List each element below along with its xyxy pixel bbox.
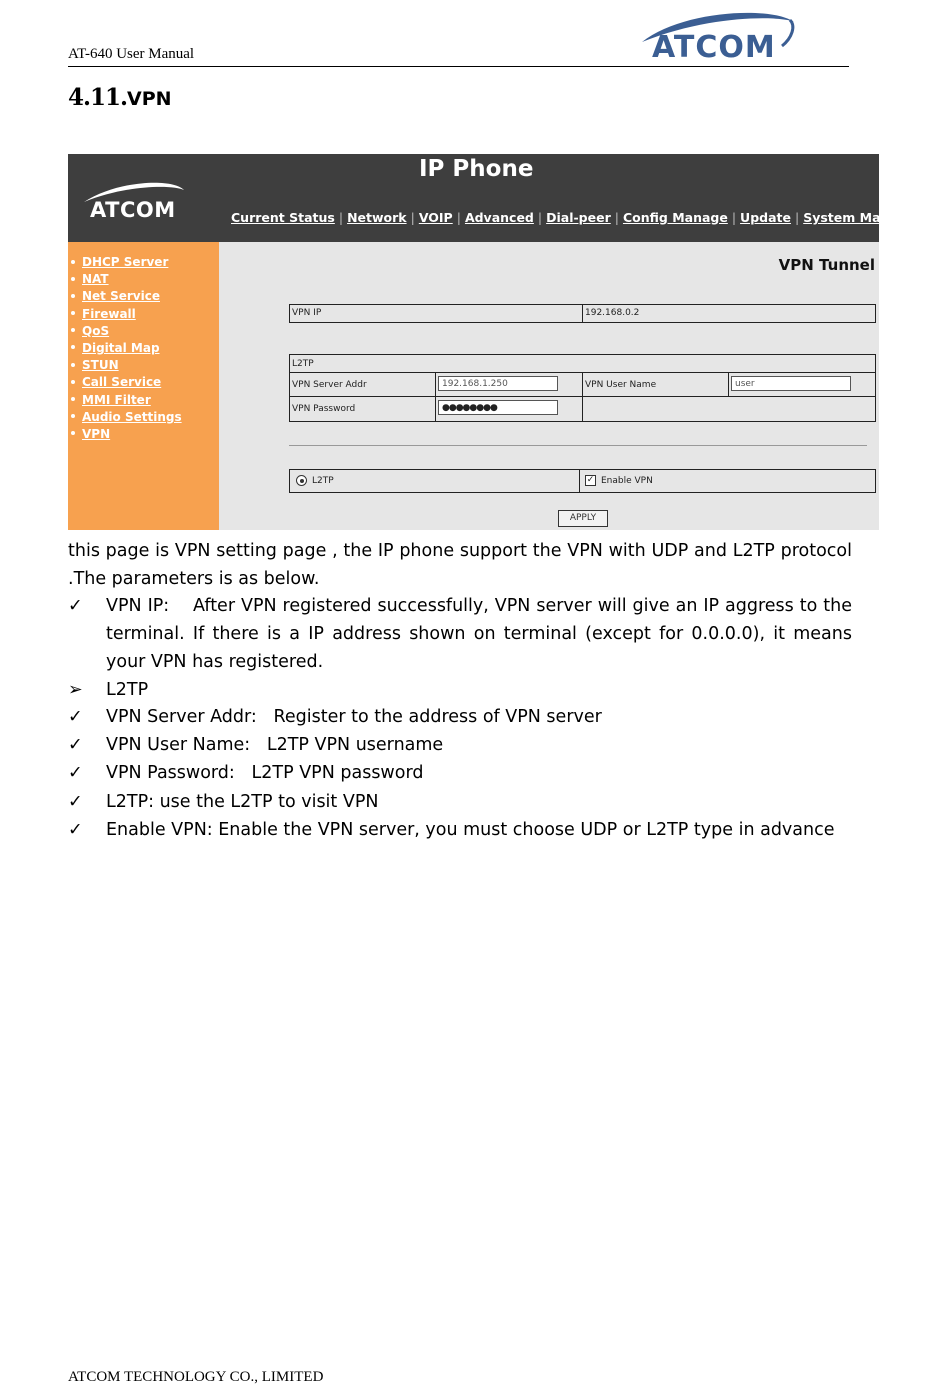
- check-icon: ✓: [68, 596, 83, 616]
- enable-vpn-checkbox[interactable]: ✓: [586, 475, 595, 485]
- sidebar-item-call-service[interactable]: Call Service: [71, 375, 182, 392]
- sidebar-list: [71, 255, 182, 444]
- bullet-icon: [71, 328, 75, 332]
- divider: [582, 372, 583, 421]
- check-icon: ✓: [68, 792, 83, 812]
- bullet-icon: [71, 380, 75, 384]
- server-addr-label: VPN Server Addr: [292, 380, 367, 390]
- sidebar-item-digital-map[interactable]: Digital Map: [71, 341, 182, 358]
- vpn-ip-value: 192.168.0.2: [585, 308, 640, 318]
- nav-current-status[interactable]: Current Status: [231, 210, 335, 225]
- bullet-text: Enable VPN: Enable the VPN server, you must choose UDP or L2TP type in advance: [106, 820, 835, 840]
- l2tp-section-label: L2TP: [292, 359, 314, 369]
- bullet-text: VPN User Name: L2TP VPN username: [106, 735, 444, 755]
- bullet-icon: [71, 431, 75, 435]
- section-heading: [68, 84, 172, 111]
- screenshot-header: [68, 154, 916, 242]
- divider: [582, 305, 583, 322]
- intro-paragraph: this page is VPN setting page , the IP phone support the VPN with UDP and L2TP protocol .The parameters is as below.: [68, 541, 852, 589]
- enable-vpn-label: Enable VPN: [601, 476, 653, 486]
- sidebar-item-dhcp-server[interactable]: DHCP Server: [71, 255, 182, 272]
- vpn-screenshot: [68, 154, 916, 530]
- bullet-icon: [71, 363, 75, 367]
- vpn-ip-label: VPN IP: [292, 308, 322, 318]
- page-title: VPN Tunnel: [778, 256, 875, 274]
- bullet-icon: [71, 277, 75, 281]
- mode-table: [289, 469, 876, 493]
- server-addr-input[interactable]: 192.168.1.250: [438, 376, 558, 391]
- separator: [289, 445, 867, 446]
- bullet-vpn-ip: [68, 592, 852, 676]
- bullet-text: L2TP: [106, 680, 149, 700]
- screenshot-logo-text: ATCOM: [90, 198, 176, 222]
- sidebar-item-vpn[interactable]: VPN: [71, 427, 182, 444]
- nav-voip[interactable]: VOIP: [418, 210, 453, 225]
- bullet-text: VPN IP: After VPN registered successfully, VPN server will give an IP aggress to the terminal. If there is a IP address shown on terminal (except for 0.0.0.0), it means your VPN has registered.: [106, 596, 852, 672]
- nav-network[interactable]: Network: [347, 210, 407, 225]
- section-number: 4.11.: [68, 84, 128, 111]
- bullet-text: L2TP: use the L2TP to visit VPN: [106, 792, 379, 812]
- vpn-ip-table: [289, 304, 876, 323]
- manual-title: AT-640 User Manual: [68, 46, 195, 62]
- section-title: VPN: [127, 88, 172, 110]
- user-name-input[interactable]: user: [731, 376, 851, 391]
- sidebar-item-nat[interactable]: NAT: [71, 272, 182, 289]
- header-rule: [68, 66, 849, 67]
- divider: [435, 372, 436, 421]
- nav-update[interactable]: Update: [740, 210, 791, 225]
- vpn-panel: [219, 242, 879, 530]
- sidebar-item-stun[interactable]: STUN: [71, 358, 182, 375]
- sidebar-item-firewall[interactable]: Firewall: [71, 307, 182, 324]
- atcom-logo: [632, 8, 798, 66]
- sidebar-item-mmi-filter[interactable]: MMI Filter: [71, 393, 182, 410]
- l2tp-radio-label: L2TP: [312, 476, 334, 486]
- nav-dial-peer[interactable]: Dial-peer: [546, 210, 611, 225]
- password-label: VPN Password: [292, 404, 356, 414]
- apply-button[interactable]: APPLY: [558, 510, 608, 527]
- bullet-icon: [71, 294, 75, 298]
- l2tp-radio[interactable]: [296, 475, 307, 486]
- divider: [579, 470, 580, 492]
- screenshot-logo: [78, 180, 188, 228]
- sidebar: [68, 242, 219, 530]
- bullet-icon: [71, 345, 75, 349]
- sidebar-item-net-service[interactable]: Net Service: [71, 289, 182, 306]
- password-input[interactable]: ●●●●●●●●: [438, 400, 558, 415]
- bullet-text: VPN Password: L2TP VPN password: [106, 763, 424, 783]
- nav-system-manage[interactable]: System Manage: [803, 210, 916, 225]
- bullet-icon: [71, 397, 75, 401]
- nav-advanced[interactable]: Advanced: [464, 210, 534, 225]
- check-icon: ✓: [68, 707, 83, 727]
- bullet-text: VPN Server Addr: Register to the address of VPN server: [106, 707, 602, 727]
- divider: [728, 372, 729, 396]
- top-nav: Current Status | Network | VOIP | Advanced | Dial-peer | Config Manage | Update | System Manage: [231, 210, 916, 225]
- check-icon: ✓: [68, 820, 83, 840]
- sidebar-item-audio-settings[interactable]: Audio Settings: [71, 410, 182, 427]
- check-icon: ✓: [68, 763, 83, 783]
- sidebar-item-qos[interactable]: QoS: [71, 324, 182, 341]
- l2tp-table: [289, 354, 876, 422]
- footer-company: ATCOM TECHNOLOGY CO., LIMITED: [68, 1369, 324, 1385]
- user-name-label: VPN User Name: [585, 380, 657, 390]
- nav-config-manage[interactable]: Config Manage: [622, 210, 728, 225]
- check-icon: ✓: [68, 735, 83, 755]
- logo-text: ATCOM: [652, 30, 776, 65]
- arrow-icon: ➢: [68, 680, 83, 700]
- app-title: IP Phone: [419, 156, 534, 182]
- bullet-icon: [71, 414, 75, 418]
- bullet-icon: [71, 311, 75, 315]
- bullet-icon: [71, 260, 75, 264]
